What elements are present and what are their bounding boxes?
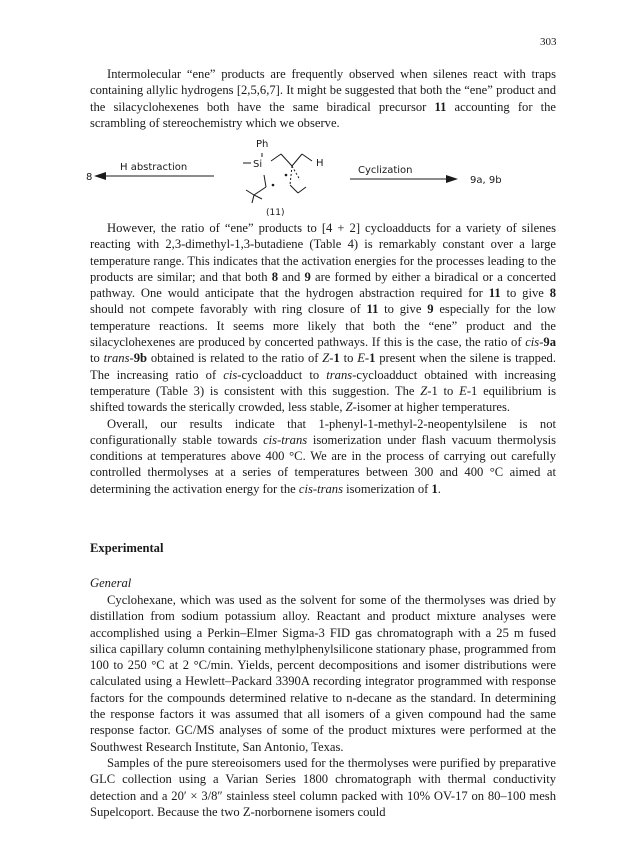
bond-11 [298, 187, 306, 193]
experimental-heading: Experimental [90, 541, 164, 555]
dashed-bond-2 [292, 166, 300, 180]
right-arrowhead [446, 175, 458, 183]
discussion-paragraph-1: However, the ratio of “ene” products to [4 + 2] cycloadducts for a variety of silenes reacting with 2,3-dimethyl-1,3-butadiene (Table 4) is remarkably constant over a large temperature range. This indicates that the activation energies for the processes leading to the products are similar; and that both 8 and 9 are formed by either a biradical or a concerted pathway. One would anticipate that the hydrogen abstraction required for 11 to give 8 should not compete favorably with ring closure of 11 to give 9 especially for the low temperature reactions. It seems more likely that both the “ene” product and the silacyclohexenes are produced by concerted pathways. If this is the case, the ratio of cis-9a to trans-9b obtained is related to the ratio of Z-1 to E-1 present when the silene is trapped. The increasing ratio of cis-cycloadduct to trans-cycloadduct obtained with increasing temperature (Table 3) is consistent with this suggestion. The Z-1 to E-1 equilibrium is shifted towards the sterically crowded, less stable, Z-isomer at higher temperatures. [90, 221, 557, 415]
experimental-paragraph-1: Cyclohexane, which was used as the solvent for some of the thermolyses was dried by distillation from sodium potassium alloy. Reactant and product mixture analyses were accomplished using a Perkin–Elmer Sigma-3 FID gas chromatograph with a 25 m fused silica capillary column containing methylphenylsilicone stationary phase, programmed from 100 to 250 °C at 2 °C/min. Yields, percent decompositions and isomer distributions were calculated using a Hewlett–Packard 3390A recording integrator programmed with response factors for the compounds determined relative to n-decane as the standard. In determining the response factors it was assumed that all isomers of a given compound had the same response factor. GC/MS analyses of some of the product mixtures were performed at the Southwest Research Institute, San Antonio, Texas. [90, 593, 556, 754]
silicon-label: Si [253, 159, 263, 170]
right-arrow-label: Cyclization [358, 165, 413, 176]
intro-section [90, 66, 556, 131]
discussion-paragraph-2: Overall, our results indicate that 1-phenyl-1-methyl-2-neopentylsilene is not configurationally stable towards cis-trans isomerization under flash vacuum thermolysis conditions at temperatures above 400 °C. We are in the process of carrying out carefully controlled thermolyses at a series of temperatures between 300 and 400 °C aimed at determining the activation energy for the cis-trans isomerization of 1. [90, 416, 556, 496]
left-arrowhead [94, 172, 106, 180]
experimental-paragraph-2: Samples of the pure stereoisomers used for the thermolyses were purified by preparative GLC collection using a Varian Series 1800 chromatograph with thermal conductivity detection and a 20′ × 3/8″ stainless steel column packed with 10% OV-17 on 80–100 mesh Supelcoport. Because the two Z-norbornene isomers could [90, 755, 556, 819]
radical-dot-1 [272, 184, 275, 187]
radical-dot-2 [285, 174, 288, 177]
bond-4 [302, 154, 312, 161]
bond-8 [252, 195, 254, 203]
bond-10 [290, 185, 298, 193]
bond-2 [281, 154, 292, 166]
left-product: 8 [86, 172, 93, 183]
bond-6 [254, 187, 266, 195]
hydrogen-label: H [316, 158, 324, 169]
discussion-section [90, 220, 556, 497]
right-product: 9a, 9b [470, 175, 502, 186]
intro-paragraph: Intermolecular “ene” products are frequently observed when silenes react with traps containing allylic hydrogens [2,5,6,7]. It might be suggested that both the “ene” product and the silacyclohexenes both have the same biradical precursor 11 accounting for the scrambling of stereochemistry which we observe. [90, 67, 556, 130]
experimental-section [90, 592, 556, 820]
reaction-scheme [86, 135, 566, 219]
page-number: 303 [540, 36, 557, 48]
bond-7 [246, 190, 254, 195]
compound-label: (11) [266, 208, 285, 218]
bond-3 [292, 154, 302, 166]
general-subheading: General [90, 576, 132, 590]
bond-5 [264, 175, 266, 187]
left-arrow-label: H abstraction [120, 162, 188, 173]
dashed-bond-1 [290, 166, 292, 185]
bond-1 [271, 154, 281, 161]
phenyl-label: Ph [256, 139, 269, 150]
bond-9 [254, 195, 262, 199]
